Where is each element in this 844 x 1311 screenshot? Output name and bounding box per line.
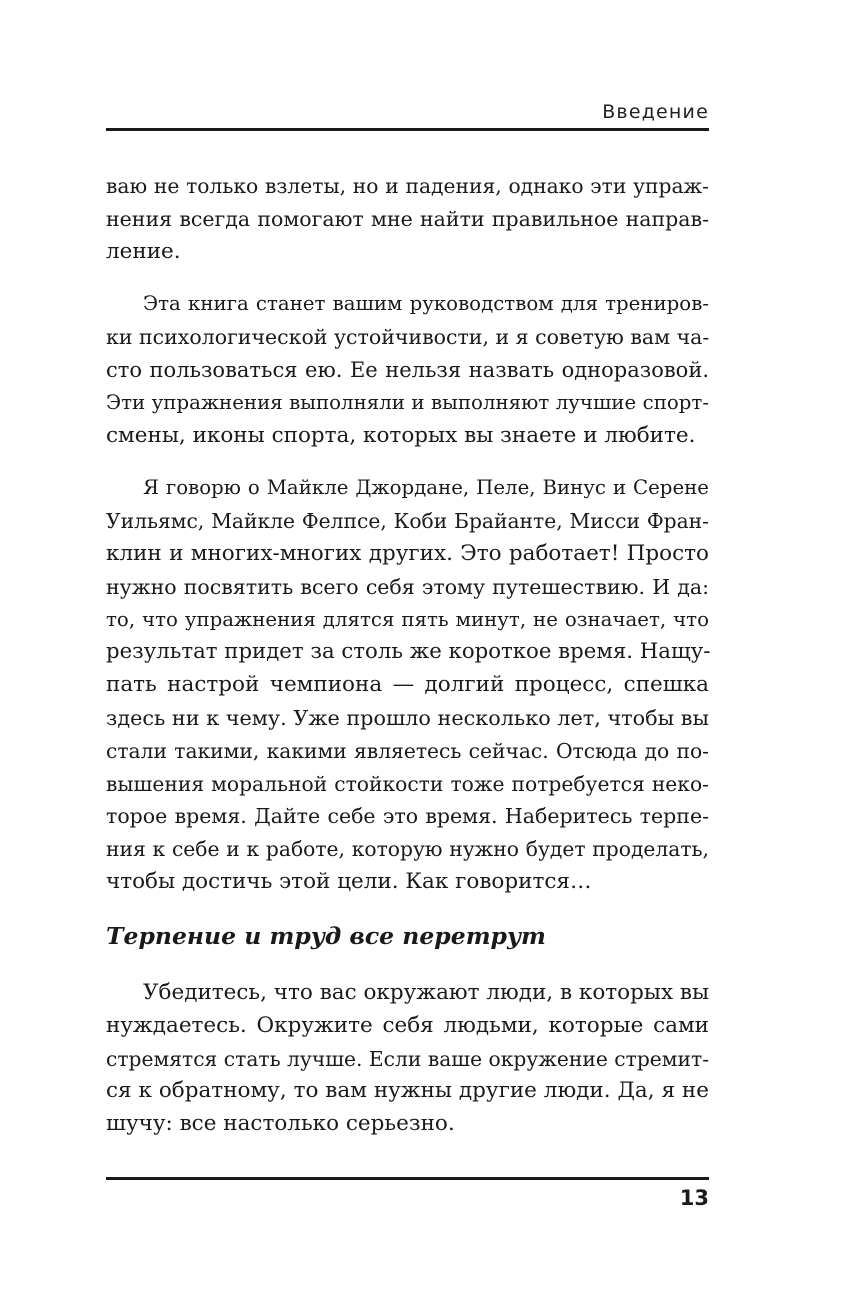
section-heading: Терпение и труд все перетрут: [106, 922, 546, 950]
text-line: то, что упражнения длятся пять минут, не означает, что: [106, 607, 709, 631]
text-line: нужно посвятить всего себя этому путешествию. И да:: [106, 574, 709, 599]
text-line: смены, иконы спорта, которых вы знаете и любите.: [106, 422, 696, 448]
text-line: ния к себе и к работе, которую нужно будет проделать,: [106, 837, 709, 862]
text-line: сто пользоваться ею. Ее нельзя назвать одноразовой.: [106, 357, 709, 382]
text-line: торое время. Дайте себе это время. Наберитесь терпе-: [106, 804, 709, 829]
text-line: нения всегда помогают мне найти правильное направ-: [106, 206, 709, 231]
text-line: пать настрой чемпиона — долгий процесс, спешка: [106, 672, 709, 698]
text-line: вышения моральной стойкости тоже потребуется неко-: [106, 771, 709, 796]
paragraph-surroundings: [106, 977, 709, 1141]
book-page: [106, 0, 709, 1311]
text-line: Эти упражнения выполняли и выполняют лучшие спорт-: [106, 390, 709, 414]
header-rule: [106, 128, 709, 131]
text-line: чтобы достичь этой цели. Как говорится…: [106, 868, 592, 894]
text-line: Уильямс, Майкле Фелпсе, Коби Брайанте, Мисси Фран-: [106, 509, 709, 534]
paragraph-book-guide: [106, 288, 709, 452]
text-line: Я говорю о Майкле Джордане, Пеле, Винус и Серене: [143, 476, 709, 500]
paragraph-athletes: [106, 472, 709, 898]
text-line: ление.: [106, 238, 181, 264]
text-line: здесь ни к чему. Уже прошло несколько лет, чтобы вы: [106, 705, 709, 730]
running-header: Введение: [602, 101, 709, 123]
text-line: результат придет за столь же короткое время. Нащу-: [106, 639, 711, 665]
body-text-section: [106, 977, 709, 1141]
footer-rule: [106, 1177, 709, 1180]
page-number: 13: [679, 1186, 709, 1210]
text-line: клин и многих-многих других. Это работает! Просто: [106, 540, 709, 566]
paragraph-continuation: [106, 170, 709, 268]
text-line: ваю не только взлеты, но и падения, однако эти упраж-: [106, 174, 709, 198]
text-line: Убедитесь, что вас окружают люди, в которых вы: [143, 980, 710, 1005]
body-text-top: [106, 170, 709, 919]
text-line: стали такими, какими являетесь сейчас. Отсюда до по-: [106, 738, 709, 763]
text-line: нуждаетесь. Окружите себя людьми, которые сами: [106, 1012, 709, 1038]
text-line: шучу: все настолько серьезно.: [106, 1111, 455, 1137]
text-line: ся к обратному, то вам нужны другие люди. Да, я не: [106, 1078, 709, 1104]
text-line: Эта книга станет вашим руководством для трениров-: [143, 292, 709, 316]
text-line: стремятся стать лучше. Если ваше окружение стремит-: [106, 1046, 710, 1071]
text-line: ки психологической устойчивости, и я советую вам ча-: [106, 325, 710, 350]
